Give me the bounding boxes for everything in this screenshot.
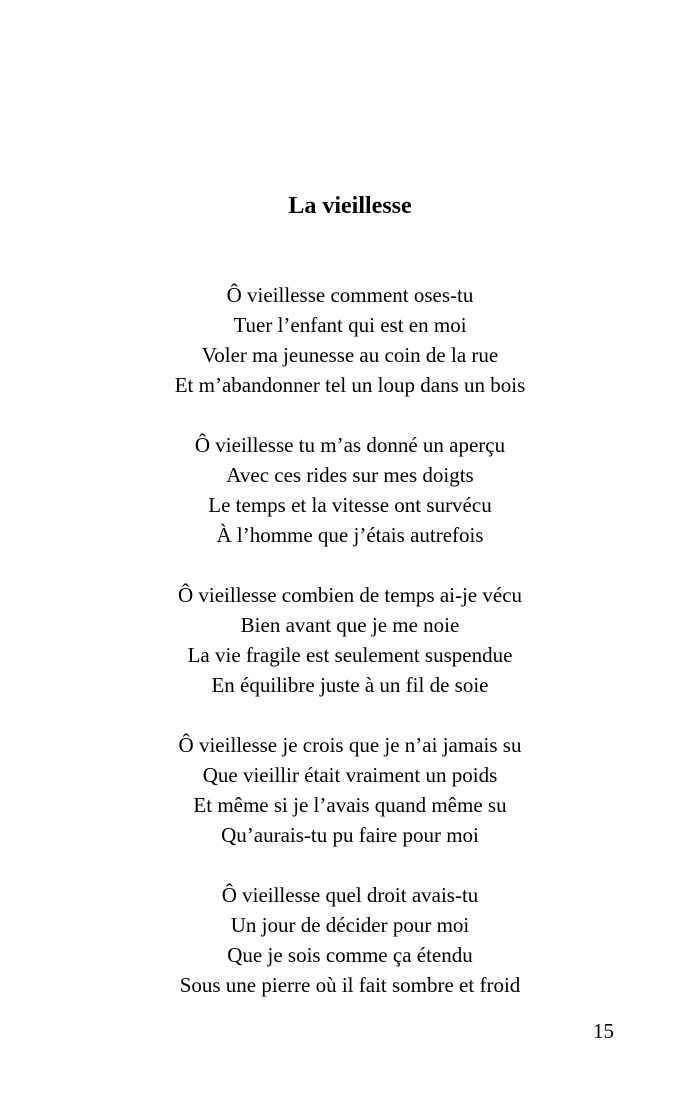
poem-line: Que vieillir était vraiment un poids (202, 763, 498, 787)
poem-line: Qu’aurais-tu pu faire pour moi (221, 823, 479, 847)
poem-line: Un jour de décider pour moi (230, 913, 470, 937)
poem-line: Ô vieillesse tu m’as donné un aperçu (194, 433, 506, 457)
poem-line: Ô vieillesse je crois que je n’ai jamais su (178, 733, 522, 757)
poem-title: La vieillesse (288, 193, 412, 219)
poem-line: La vie fragile est seulement suspendue (187, 643, 513, 667)
poem-line: Ô vieillesse combien de temps ai-je vécu (177, 583, 523, 607)
poem-line: Que je sois comme ça étendu (227, 943, 473, 967)
poem-line: En équilibre juste à un fil de soie (211, 673, 489, 697)
poem-line: À l’homme que j’étais autrefois (216, 523, 484, 547)
stanza-1 (0, 280, 700, 400)
stanza-4 (0, 730, 700, 850)
poem-body (0, 280, 700, 1030)
poem-line: Ô vieillesse comment oses-tu (226, 283, 474, 307)
poem-line: Avec ces rides sur mes doigts (226, 463, 474, 487)
poem-line: Et même si je l’avais quand même su (193, 793, 507, 817)
poem-line: Sous une pierre où il fait sombre et froid (179, 973, 521, 997)
poem-line: Voler ma jeunesse au coin de la rue (201, 343, 499, 367)
poem-line: Et m’abandonner tel un loup dans un bois (174, 373, 526, 397)
poem-line: Tuer l’enfant qui est en moi (233, 313, 467, 337)
page-number: 15 (593, 1019, 614, 1043)
poem-line: Bien avant que je me noie (240, 613, 460, 637)
stanza-5 (0, 880, 700, 1000)
stanza-2 (0, 430, 700, 550)
poem-line: Le temps et la vitesse ont survécu (208, 493, 492, 517)
stanza-3 (0, 580, 700, 700)
poem-line: Ô vieillesse quel droit avais-tu (221, 883, 479, 907)
